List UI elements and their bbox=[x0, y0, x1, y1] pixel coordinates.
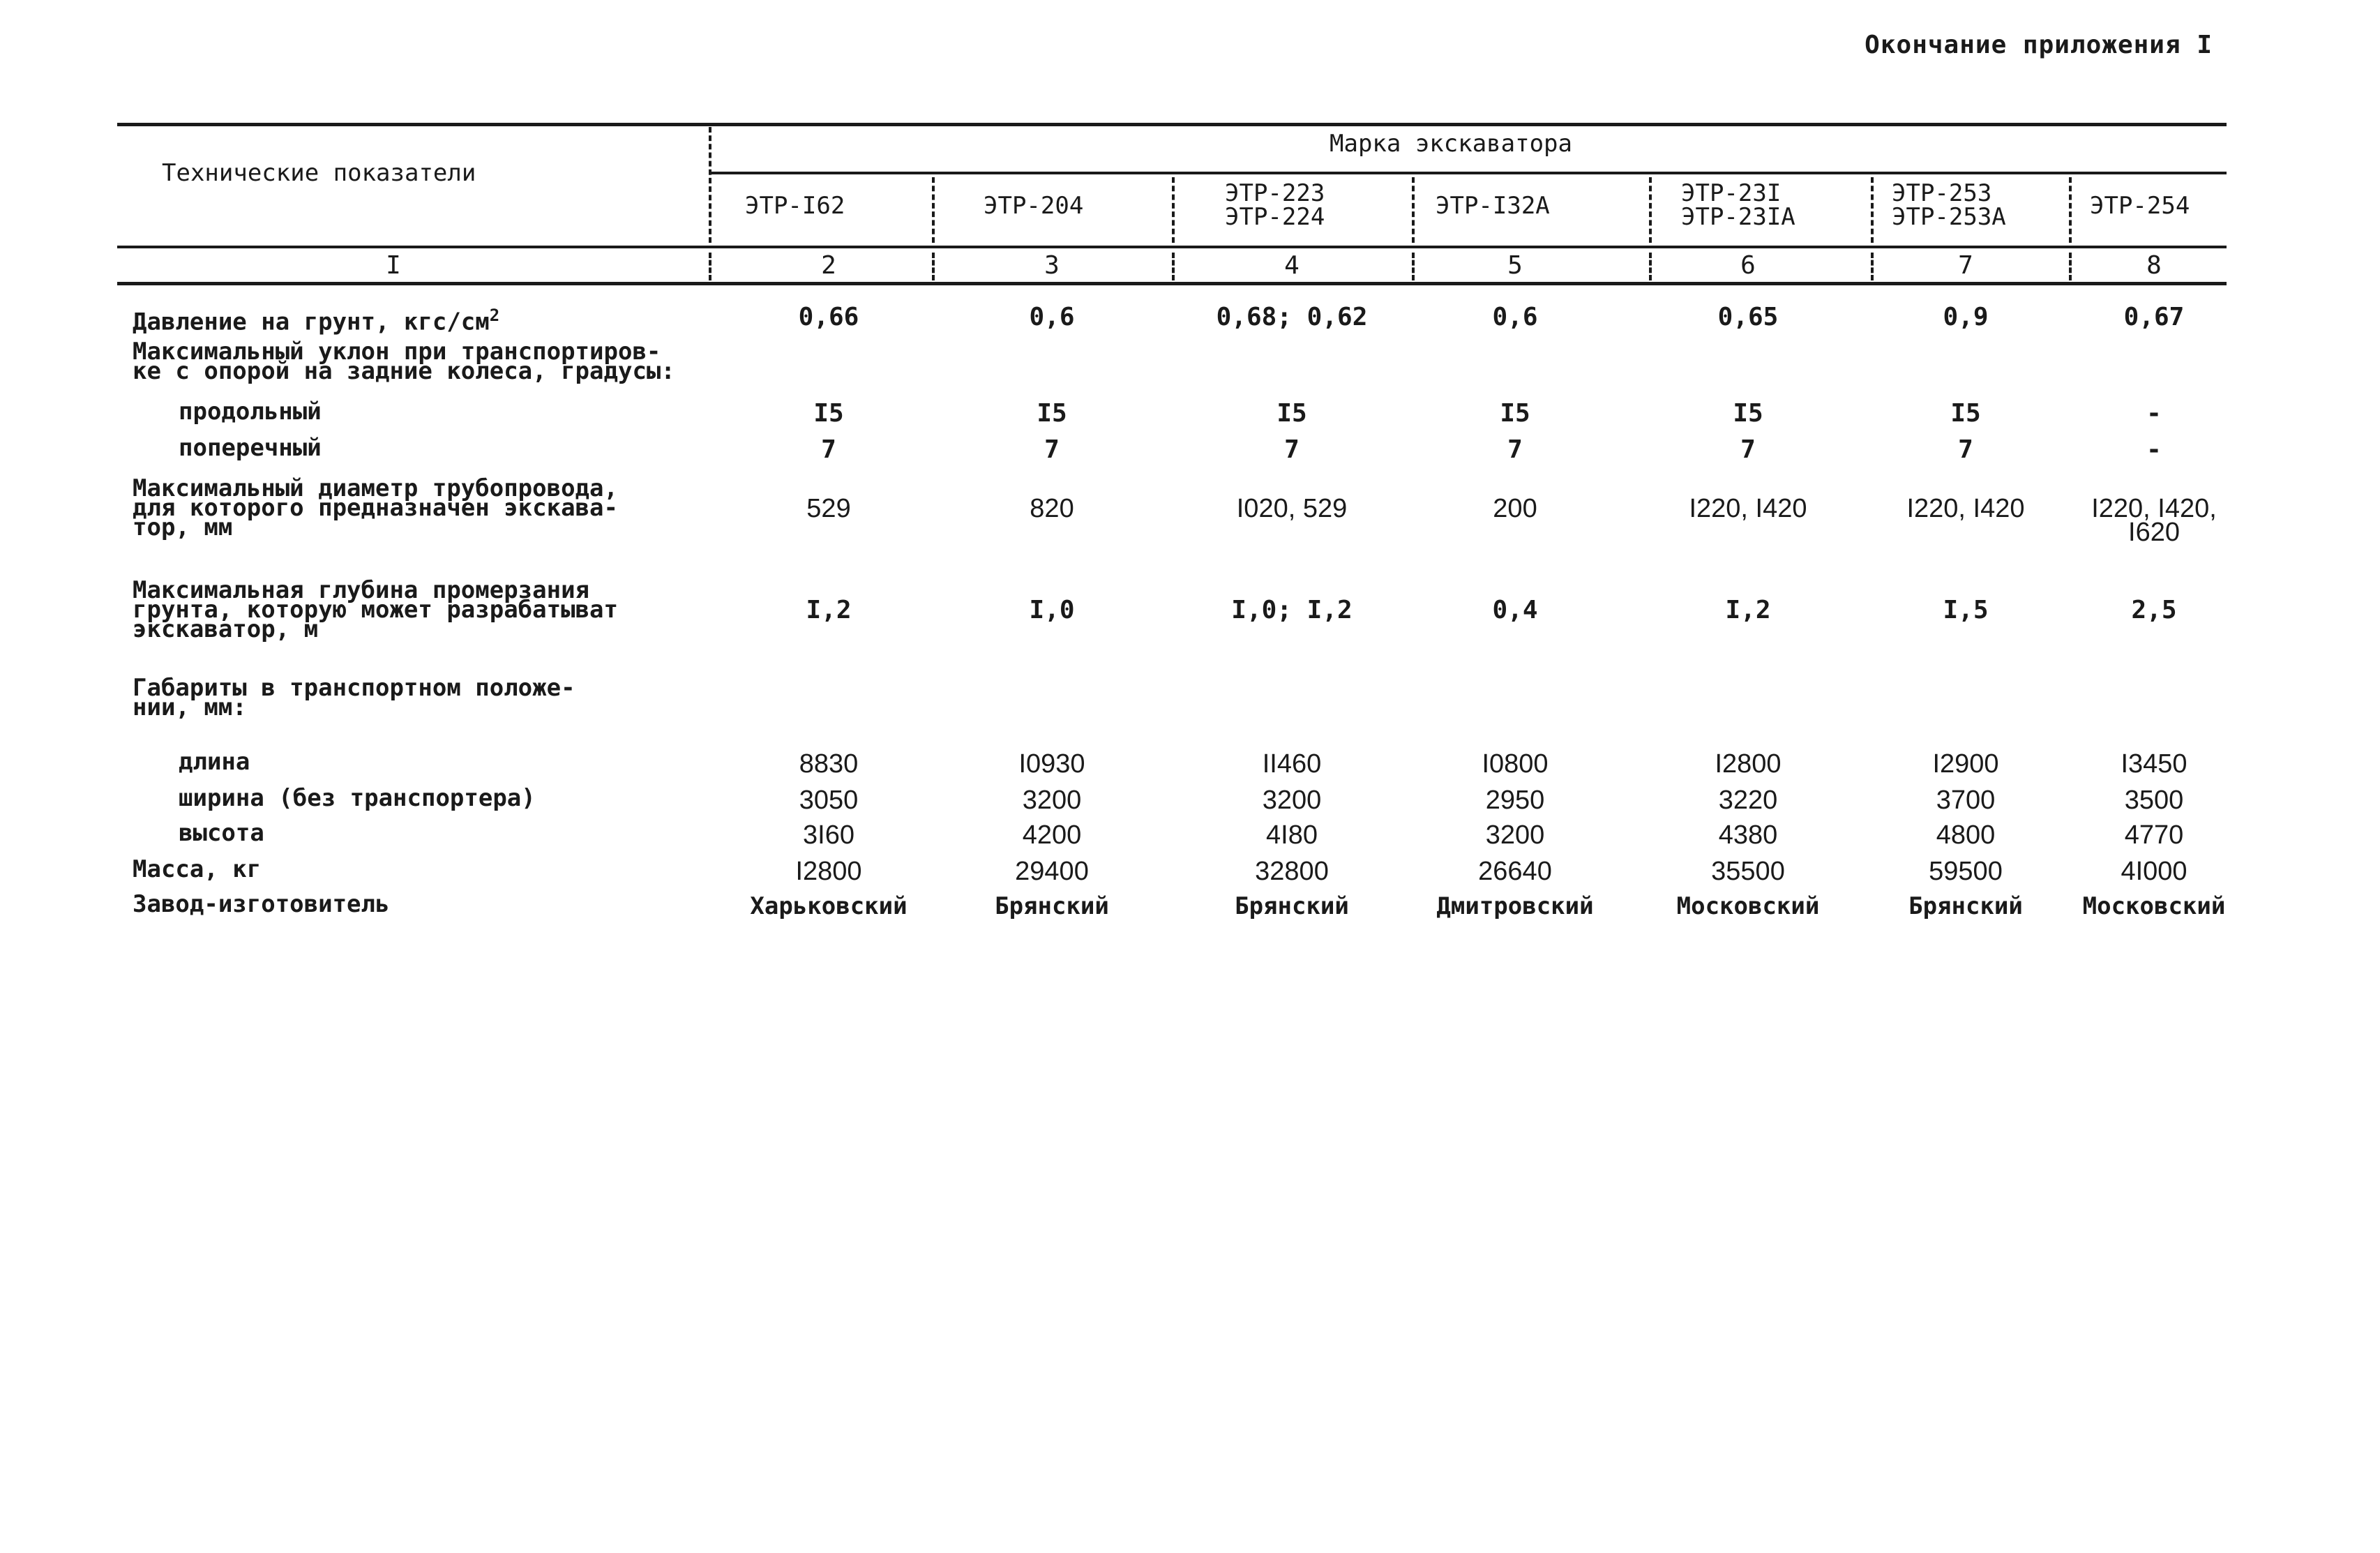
table-cell: 3500 bbox=[2124, 786, 2184, 815]
table-cell: Московский bbox=[1676, 892, 1820, 920]
table-cell: 7 bbox=[1284, 435, 1300, 464]
table-cell: I,2 bbox=[1725, 596, 1771, 624]
table-cell: 0,6 bbox=[1492, 303, 1538, 331]
table-cell: 3220 bbox=[1718, 786, 1778, 815]
col-number-7: 7 bbox=[1958, 251, 1973, 280]
row-label: ширина (без транспортера) bbox=[179, 784, 536, 812]
table-cell: I,0 bbox=[1029, 596, 1075, 624]
table-cell: Дмитровский bbox=[1436, 892, 1594, 920]
table-cell: I5 bbox=[1500, 399, 1530, 428]
table-cell: 26640 bbox=[1478, 857, 1552, 886]
table-cell: 3200 bbox=[1022, 786, 1082, 815]
row-label: Масса, кг bbox=[133, 855, 262, 883]
table-cell: I0800 bbox=[1482, 749, 1549, 779]
col-separator bbox=[1172, 177, 1175, 243]
table-cell: 820 bbox=[1030, 494, 1074, 523]
col-number-8: 8 bbox=[2146, 251, 2162, 280]
table-cell: 7 bbox=[1044, 435, 1060, 464]
table-cell: I220, I420, I620 bbox=[2091, 494, 2217, 547]
table-cell: Харьковский bbox=[750, 892, 907, 920]
table-cell: I5 bbox=[813, 399, 844, 428]
col-separator bbox=[1412, 253, 1415, 280]
table-cell: 3050 bbox=[799, 786, 859, 815]
row-label: Максимальная глубина промерзания грунта, которую может разрабатыват экскаватор, м bbox=[133, 576, 618, 643]
row-label: высота bbox=[179, 819, 264, 847]
table-cell: 3200 bbox=[1262, 786, 1322, 815]
table-cell: 529 bbox=[806, 494, 851, 523]
row-label: Давление на грунт, кгс/$см^2$ bbox=[133, 306, 500, 336]
table-cell: - bbox=[2146, 399, 2162, 428]
col-number-6: 6 bbox=[1740, 251, 1756, 280]
table-cell: I5 bbox=[1733, 399, 1763, 428]
brand-header-6: ЭТР-253 ЭТР-253А bbox=[1892, 179, 2006, 231]
header-bottom-rule bbox=[117, 246, 2227, 248]
brand-group-rule bbox=[710, 172, 2227, 174]
table-cell: 0,65 bbox=[1717, 303, 1779, 331]
table-cell: I0930 bbox=[1018, 749, 1085, 779]
table-cell: I2800 bbox=[795, 857, 862, 886]
table-cell: 35500 bbox=[1711, 857, 1785, 886]
col-separator bbox=[2069, 253, 2072, 280]
table-cell: 0,4 bbox=[1492, 596, 1538, 624]
col-number-4: 4 bbox=[1284, 251, 1300, 280]
table-cell: 4I80 bbox=[1266, 820, 1318, 850]
table-cell: I3450 bbox=[2121, 749, 2187, 779]
col-separator bbox=[709, 127, 711, 243]
table-cell: 3I60 bbox=[803, 820, 854, 850]
table-cell: 29400 bbox=[1015, 857, 1089, 886]
brand-header-5: ЭТР-23I ЭТР-23IА bbox=[1681, 179, 1795, 231]
table-cell: 2,5 bbox=[2131, 596, 2177, 624]
brand-header-4: ЭТР-I32А bbox=[1436, 192, 1550, 220]
table-cell: I220, I420 bbox=[1689, 494, 1807, 523]
table-cell: 7 bbox=[821, 435, 836, 464]
row-label: Завод-изготовитель bbox=[133, 890, 390, 918]
col-separator bbox=[1649, 177, 1652, 243]
brand-header-1: ЭТР-I62 bbox=[745, 192, 845, 220]
indicators-header: Технические показатели bbox=[162, 159, 476, 187]
col-separator bbox=[709, 253, 711, 280]
col-separator bbox=[1412, 177, 1415, 243]
col-separator bbox=[1871, 177, 1874, 243]
page-note: Окончание приложения I bbox=[1865, 31, 2213, 59]
col-number-3: 3 bbox=[1044, 251, 1060, 280]
table-cell: II460 bbox=[1262, 749, 1322, 779]
table-cell: Московский bbox=[2082, 892, 2226, 920]
table-cell: 0,9 bbox=[1943, 303, 1989, 331]
table-cell: 7 bbox=[1507, 435, 1523, 464]
row-label: Максимальный диаметр трубопровода, для которого предназначен экскава- тор, мм bbox=[133, 474, 618, 541]
col-separator bbox=[932, 177, 935, 243]
col-separator bbox=[1871, 253, 1874, 280]
brand-header-7: ЭТР-254 bbox=[2090, 192, 2190, 220]
table-cell: 4800 bbox=[1936, 820, 1996, 850]
col-number-2: 2 bbox=[821, 251, 836, 280]
table-cell: 0,6 bbox=[1029, 303, 1075, 331]
table-cell: I020, 529 bbox=[1236, 494, 1348, 523]
col-number-1: I bbox=[386, 251, 401, 280]
brand-group-header: Марка экскаватора bbox=[1330, 130, 1572, 158]
table-cell: I,0; I,2 bbox=[1231, 596, 1353, 624]
table-cell: I5 bbox=[1950, 399, 1981, 428]
table-cell: 7 bbox=[1958, 435, 1973, 464]
table-cell: 200 bbox=[1493, 494, 1537, 523]
row-label: длина bbox=[179, 748, 250, 776]
table-cell: 0,67 bbox=[2123, 303, 2185, 331]
col-separator bbox=[1172, 253, 1175, 280]
row-label: Габариты в транспортном положе- нии, мм: bbox=[133, 674, 575, 721]
table-cell: I220, I420 bbox=[1906, 494, 2025, 523]
col-separator bbox=[1649, 253, 1652, 280]
table-cell: 0,68; 0,62 bbox=[1216, 303, 1368, 331]
table-cell: 32800 bbox=[1255, 857, 1329, 886]
table-cell: - bbox=[2146, 435, 2162, 464]
table-cell: 4380 bbox=[1718, 820, 1778, 850]
table-cell: I2800 bbox=[1715, 749, 1782, 779]
table-cell: 2950 bbox=[1485, 786, 1545, 815]
table-cell: 3200 bbox=[1485, 820, 1545, 850]
table-cell: 4I000 bbox=[2121, 857, 2187, 886]
brand-header-2: ЭТР-204 bbox=[984, 192, 1084, 220]
row-label: продольный bbox=[179, 398, 322, 426]
col-separator bbox=[932, 253, 935, 280]
table-cell: Брянский bbox=[1908, 892, 2023, 920]
table-cell: I5 bbox=[1037, 399, 1067, 428]
col-separator bbox=[2069, 177, 2072, 243]
table-cell: 4770 bbox=[2124, 820, 2184, 850]
table-cell: I5 bbox=[1276, 399, 1307, 428]
label-superscript: 2 bbox=[489, 306, 500, 325]
table-cell: Брянский bbox=[995, 892, 1109, 920]
table-cell: 8830 bbox=[799, 749, 859, 779]
table-cell: Брянский bbox=[1235, 892, 1349, 920]
table-cell: 7 bbox=[1740, 435, 1756, 464]
table-cell: I2900 bbox=[1932, 749, 1999, 779]
table-cell: 3700 bbox=[1936, 786, 1996, 815]
row-label: Максимальный уклон при транспортиров- ке с опорой на задние колеса, градусы: bbox=[133, 338, 675, 385]
col-numbers-rule bbox=[117, 282, 2227, 285]
brand-header-3: ЭТР-223 ЭТР-224 bbox=[1225, 179, 1325, 231]
table-cell: I,2 bbox=[806, 596, 852, 624]
row-label: поперечный bbox=[179, 434, 322, 462]
table-cell: 0,66 bbox=[798, 303, 859, 331]
table-cell: I,5 bbox=[1943, 596, 1989, 624]
table-cell: 59500 bbox=[1929, 857, 2003, 886]
table-cell: 4200 bbox=[1022, 820, 1082, 850]
table-top-rule bbox=[117, 123, 2227, 126]
col-number-5: 5 bbox=[1507, 251, 1523, 280]
